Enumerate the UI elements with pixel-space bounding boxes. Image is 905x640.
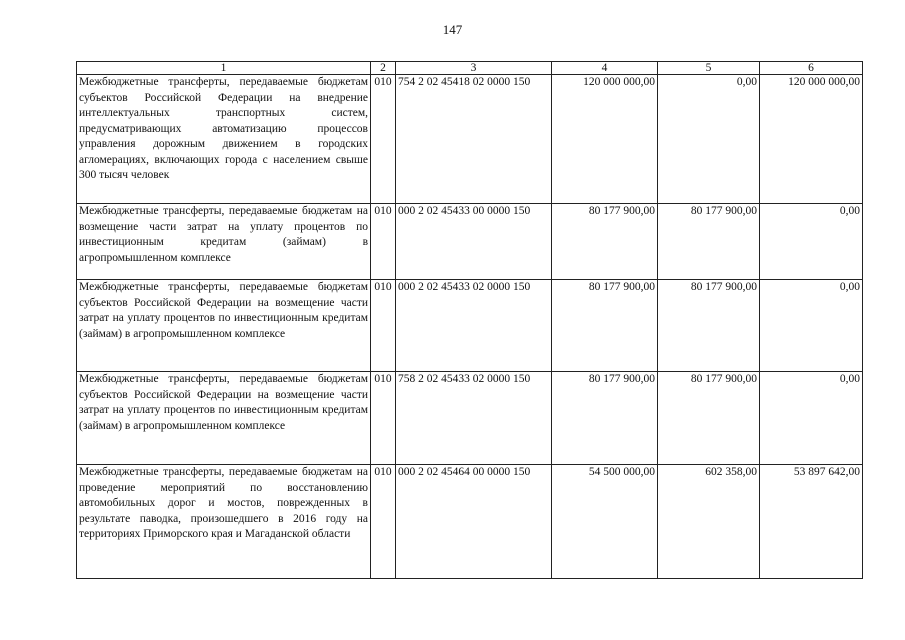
row-col5: 80 177 900,00 [658,280,760,372]
table-row [77,75,863,204]
row-description: Межбюджетные трансферты, передаваемые бюджетам субъектов Российской Федерации на внедрение интеллектуальных транспортных систем, предусматривающих автоматизацию процессов управления дорожным движением в городских агломерациях, включающих города с населением свыше 300 тысяч человек [77,75,371,204]
row-col5: 602 358,00 [658,465,760,579]
row-code: 010 [371,75,396,204]
row-col6: 0,00 [760,204,863,280]
table-row [77,204,863,280]
column-header-5: 5 [658,62,760,75]
row-col6: 0,00 [760,372,863,465]
row-kbk: 000 2 02 45433 02 0000 150 [396,280,552,372]
table-row [77,280,863,372]
header-row [77,62,863,75]
column-header-2: 2 [371,62,396,75]
row-col6: 53 897 642,00 [760,465,863,579]
row-col6: 0,00 [760,280,863,372]
row-col4: 80 177 900,00 [552,372,658,465]
row-kbk: 754 2 02 45418 02 0000 150 [396,75,552,204]
column-header-6: 6 [760,62,863,75]
row-col6: 120 000 000,00 [760,75,863,204]
column-header-1: 1 [77,62,371,75]
row-description: Межбюджетные трансферты, передаваемые бюджетам на проведение мероприятий по восстановлению автомобильных дорог и мостов, поврежденных в результате паводка, произошедшего в 2016 году на территориях Приморского края и Магаданской области [77,465,371,579]
row-col4: 80 177 900,00 [552,204,658,280]
row-col5: 80 177 900,00 [658,204,760,280]
row-code: 010 [371,280,396,372]
page-number: 147 [442,22,463,37]
row-code: 010 [371,465,396,579]
row-code: 010 [371,372,396,465]
row-col4: 80 177 900,00 [552,280,658,372]
row-col5: 0,00 [658,75,760,204]
row-kbk: 758 2 02 45433 02 0000 150 [396,372,552,465]
row-description: Межбюджетные трансферты, передаваемые бюджетам субъектов Российской Федерации на возмещение части затрат на уплату процентов по инвестиционным кредитам (займам) в агропромышленном комплексе [77,280,371,372]
row-col5: 80 177 900,00 [658,372,760,465]
row-col4: 120 000 000,00 [552,75,658,204]
row-kbk: 000 2 02 45433 00 0000 150 [396,204,552,280]
table-row [77,465,863,579]
column-header-4: 4 [552,62,658,75]
row-description: Межбюджетные трансферты, передаваемые бюджетам субъектов Российской Федерации на возмещение части затрат на уплату процентов по инвестиционным кредитам (займам) в агропромышленном комплексе [77,372,371,465]
table-row [77,372,863,465]
budget-table [76,61,863,579]
row-code: 010 [371,204,396,280]
column-header-3: 3 [396,62,552,75]
row-description: Межбюджетные трансферты, передаваемые бюджетам на возмещение части затрат на уплату процентов по инвестиционным кредитам (займам) в агропромышленном комплексе [77,204,371,280]
row-kbk: 000 2 02 45464 00 0000 150 [396,465,552,579]
row-col4: 54 500 000,00 [552,465,658,579]
